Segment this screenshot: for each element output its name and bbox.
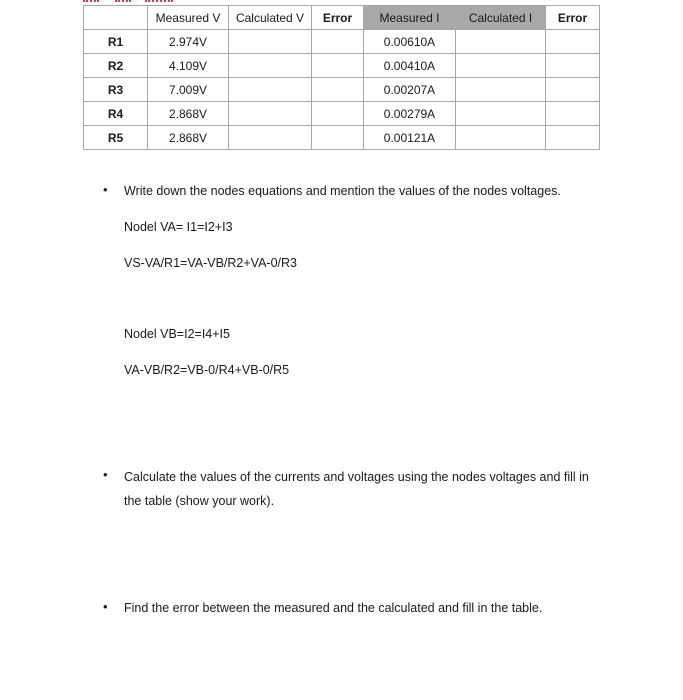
bullet-icon: • — [103, 599, 108, 614]
bullet-icon: • — [103, 467, 108, 482]
row-label: R2 — [84, 54, 148, 78]
cell-measured-v: 7.009V — [148, 78, 229, 102]
header-measured-i: Measured I — [364, 6, 456, 30]
instruction-find-error: Find the error between the measured and the calculated and fill in the table. — [124, 601, 543, 615]
cell-error-i[interactable] — [546, 78, 600, 102]
cell-calculated-i[interactable] — [456, 54, 546, 78]
cell-error-i[interactable] — [546, 102, 600, 126]
cell-measured-i: 0.00279A — [364, 102, 456, 126]
cell-measured-i: 0.00410A — [364, 54, 456, 78]
header-calculated-i: Calculated I — [456, 6, 546, 30]
cell-error-v[interactable] — [312, 102, 364, 126]
row-label: R3 — [84, 78, 148, 102]
cell-measured-v: 2.974V — [148, 30, 229, 54]
table-row — [84, 102, 600, 126]
cell-calculated-i[interactable] — [456, 126, 546, 150]
cell-calculated-v[interactable] — [229, 126, 312, 150]
row-label: R5 — [84, 126, 148, 150]
row-label: R4 — [84, 102, 148, 126]
cell-calculated-v[interactable] — [229, 78, 312, 102]
header-measured-v: Measured V — [148, 6, 229, 30]
node2-label: Nodel VB=I2=I4+I5 — [124, 327, 230, 341]
cell-calculated-v[interactable] — [229, 54, 312, 78]
cell-calculated-v[interactable] — [229, 102, 312, 126]
cell-measured-i: 0.00121A — [364, 126, 456, 150]
node1-equation: VS-VA/R1=VA-VB/R2+VA-0/R3 — [124, 256, 297, 270]
cell-error-v[interactable] — [312, 78, 364, 102]
table-header-row — [84, 6, 600, 30]
cell-measured-v: 2.868V — [148, 126, 229, 150]
cell-calculated-v[interactable] — [229, 30, 312, 54]
cell-error-i[interactable] — [546, 126, 600, 150]
cell-error-v[interactable] — [312, 126, 364, 150]
header-error-i: Error — [546, 6, 600, 30]
row-label: R1 — [84, 30, 148, 54]
cell-measured-v: 2.868V — [148, 102, 229, 126]
instruction-write-nodes: Write down the nodes equations and mention the values of the nodes voltages. — [124, 184, 561, 198]
spellcheck-marks — [83, 0, 173, 3]
cell-calculated-i[interactable] — [456, 102, 546, 126]
cell-calculated-i[interactable] — [456, 30, 546, 54]
bullet-icon: • — [103, 182, 108, 197]
header-error-v: Error — [312, 6, 364, 30]
cell-error-i[interactable] — [546, 30, 600, 54]
cell-calculated-i[interactable] — [456, 78, 546, 102]
table-row — [84, 54, 600, 78]
measurement-table — [83, 5, 600, 150]
table-row — [84, 126, 600, 150]
node2-equation: VA-VB/R2=VB-0/R4+VB-0/R5 — [124, 363, 290, 377]
cell-measured-i: 0.00207A — [364, 78, 456, 102]
header-corner — [84, 6, 148, 30]
table-row — [84, 78, 600, 102]
cell-error-i[interactable] — [546, 54, 600, 78]
cell-measured-i: 0.00610A — [364, 30, 456, 54]
table-row — [84, 30, 600, 54]
cell-measured-v: 4.109V — [148, 54, 229, 78]
node1-label: Nodel VA= I1=I2+I3 — [124, 220, 233, 234]
cell-error-v[interactable] — [312, 30, 364, 54]
instruction-calculate: Calculate the values of the currents and voltages using the nodes voltages and fill in the table (show your work). — [124, 470, 589, 508]
cell-error-v[interactable] — [312, 54, 364, 78]
header-calculated-v: Calculated V — [229, 6, 312, 30]
